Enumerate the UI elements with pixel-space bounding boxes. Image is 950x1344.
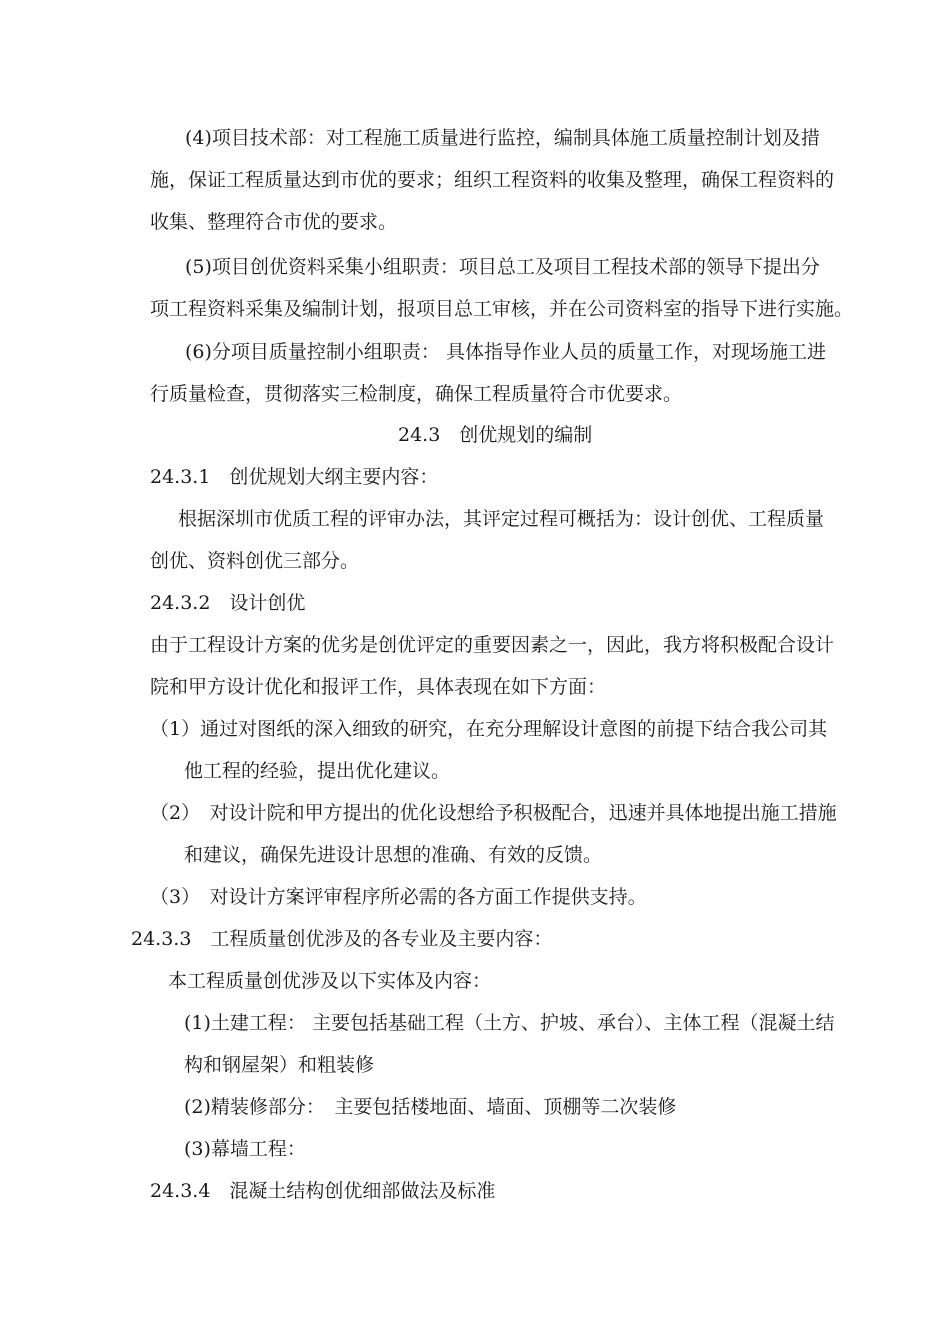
subheading-24-3-3: 24.3.3 工程质量创优涉及的各专业及主要内容： bbox=[131, 928, 553, 950]
item-4-line-2: 施，保证工程质量达到市优的要求；组织工程资料的收集及整理，确保工程资料的 bbox=[150, 169, 835, 191]
list-item-1-line-2: 他工程的经验，提出优化建议。 bbox=[184, 760, 451, 782]
item-4-line-3: 收集、整理符合市优的要求。 bbox=[150, 211, 398, 233]
list-item-2-line-1: （2） 对设计院和甲方提出的优化设想给予积极配合，迅速并具体地提出施工措施 bbox=[150, 802, 837, 824]
item-5-line-1: (5)项目创优资料采集小组职责：项目总工及项目工程技术部的领导下提出分 bbox=[185, 256, 820, 278]
item-5-line-2: 项工程资料采集及编制计划，报项目总工审核，并在公司资料室的指导下进行实施。 bbox=[150, 298, 854, 320]
subheading-24-3-2: 24.3.2 设计创优 bbox=[150, 592, 306, 614]
list-item-3: （3） 对设计方案评审程序所必需的各方面工作提供支持。 bbox=[150, 886, 647, 908]
paragraph-line: 创优、资料创优三部分。 bbox=[150, 550, 360, 572]
item-4-line-1: (4)项目技术部：对工程施工质量进行监控，编制具体施工质量控制计划及措 bbox=[185, 127, 820, 149]
list-item-2-line-2: 和建议，确保先进设计思想的准确、有效的反馈。 bbox=[184, 844, 603, 866]
paragraph-line: 由于工程设计方案的优劣是创优评定的重要因素之一，因此，我方将积极配合设计 bbox=[150, 634, 835, 656]
paragraph-line: 根据深圳市优质工程的评审办法，其评定过程可概括为：设计创优、工程质量 bbox=[178, 508, 825, 530]
scope-item-1-line-2: 构和钢屋架）和粗装修 bbox=[184, 1054, 375, 1076]
scope-item-1-line-1: (1)土建工程： 主要包括基础工程（土方、护坡、承台）、主体工程（混凝土结 bbox=[184, 1012, 835, 1034]
section-heading-24-3: 24.3 创优规划的编制 bbox=[398, 424, 593, 446]
paragraph-line: 本工程质量创优涉及以下实体及内容： bbox=[168, 970, 492, 992]
item-6-line-2: 行质量检查，贯彻落实三检制度，确保工程质量符合市优要求。 bbox=[150, 383, 683, 405]
scope-item-3: (3)幕墙工程： bbox=[184, 1138, 306, 1160]
paragraph-line: 院和甲方设计优化和报评工作，具体表现在如下方面： bbox=[150, 676, 607, 698]
subheading-24-3-1: 24.3.1 创优规划大纲主要内容： bbox=[150, 466, 439, 488]
list-item-1-line-1: （1）通过对图纸的深入细致的研究，在充分理解设计意图的前提下结合我公司其 bbox=[150, 718, 828, 740]
subheading-24-3-4: 24.3.4 混凝土结构创优细部做法及标准 bbox=[150, 1180, 496, 1202]
item-6-line-1: (6)分项目质量控制小组职责： 具体指导作业人员的质量工作，对现场施工进 bbox=[185, 341, 826, 363]
scope-item-2: (2)精装修部分： 主要包括楼地面、墙面、顶棚等二次装修 bbox=[184, 1096, 677, 1118]
